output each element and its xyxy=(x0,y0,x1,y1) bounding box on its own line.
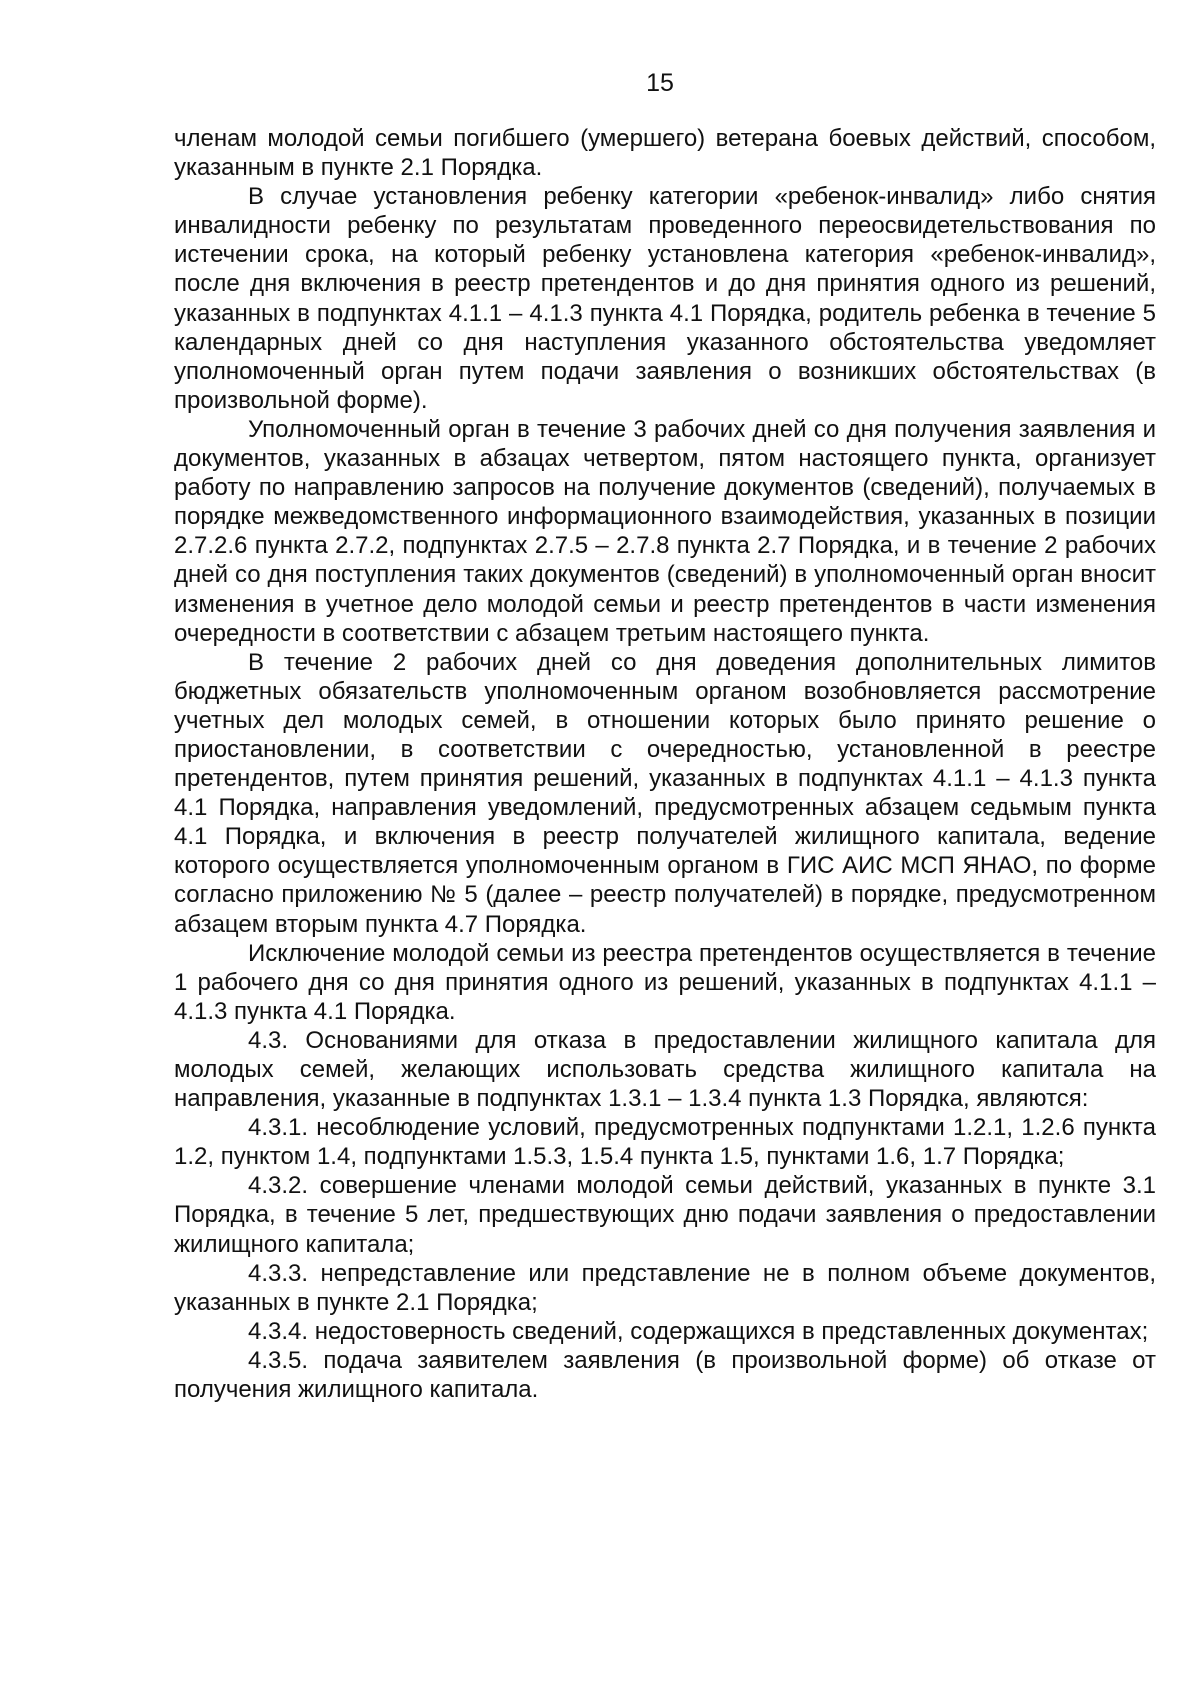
paragraph-exclusion-from-registry: Исключение молодой семьи из реестра претендентов осуществляется в течение 1 рабочего дня со дня принятия одного из решений, указанных в подпунктах 4.1.1 – 4.1.3 пункта 4.1 Порядка. xyxy=(174,939,1156,1025)
clause-4-3: 4.3. Основаниями для отказа в предоставлении жилищного капитала для молодых семей, желающих использовать средства жилищного капитала на направления, указанные в подпунктах 1.3.1 – 1.3.4 пункта 1.3 Порядка, являются: xyxy=(174,1026,1156,1113)
clause-4-3-4: 4.3.4. недостоверность сведений, содержащихся в представленных документах; xyxy=(248,1317,1149,1345)
paragraph-disability-status-change: В случае установления ребенку категории «ребенок-инвалид» либо снятия инвалидности ребенку по результатам проведенного переосвидетельствования по истечении срока, на который ребенку установлена категория «ребенок-инвалид», после дня включения в реестр претендентов и до дня принятия одного из решений, указанных в подпунктах 4.1.1 – 4.1.3 пункта 4.1 Порядка, родитель ребенка в течение 5 календарных дней со дня наступления указанного обстоятельства уведомляет уполномоченный орган путем подачи заявления о возникших обстоятельствах (в произвольной форме). xyxy=(174,183,1156,414)
page-number: 15 xyxy=(646,69,674,97)
paragraph-authorized-body-requests: Уполномоченный орган в течение 3 рабочих дней со дня получения заявления и документов, указанных в абзацах четвертом, пятом настоящего пункта, организует работу по направлению запросов на получение документов (сведений), получаемых в порядке межведомственного информационного взаимодействия, указанных в позиции 2.7.2.6 пункта 2.7.2, подпунктах 2.7.5 – 2.7.8 пункта 2.7 Порядка, и в течение 2 рабочих дней со дня поступления таких документов (сведений) в уполномоченный орган вносит изменения в учетное дело молодой семьи и реестр претендентов в части изменения очередности в соответствии с абзацем третьим настоящего пункта. xyxy=(174,415,1156,647)
document-body xyxy=(174,124,1156,1404)
clause-4-3-3: 4.3.3. непредставление или представление не в полном объеме документов, указанных в пункте 2.1 Порядка; xyxy=(174,1259,1156,1316)
paragraph-additional-limits: В течение 2 рабочих дней со дня доведения дополнительных лимитов бюджетных обязательств уполномоченным органом возобновляется рассмотрение учетных дел молодых семей, в отношении которых было принято решение о приостановлении, в соответствии с очередностью, установленной в реестре претендентов, путем принятия решений, указанных в подпунктах 4.1.1 – 4.1.3 пункта 4.1 Порядка, направления уведомлений, предусмотренных абзацем седьмым пункта 4.1 Порядка, и включения в реестр получателей жилищного капитала, ведение которого осуществляется уполномоченным органом в ГИС АИС МСП ЯНАО, по форме согласно приложению № 5 (далее – реестр получателей) в порядке, предусмотренном абзацем вторым пункта 4.7 Порядка. xyxy=(174,648,1156,938)
clause-4-3-5: 4.3.5. подача заявителем заявления (в произвольной форме) об отказе от получения жилищного капитала. xyxy=(174,1346,1156,1404)
clause-4-3-1: 4.3.1. несоблюдение условий, предусмотренных подпунктами 1.2.1, 1.2.6 пункта 1.2, пунктом 1.4, подпунктами 1.5.3, 1.5.4 пункта 1.5, пунктами 1.6, 1.7 Порядка; xyxy=(174,1114,1156,1171)
clause-4-3-2: 4.3.2. совершение членами молодой семьи действий, указанных в пункте 3.1 Порядка, в течение 5 лет, предшествующих дню подачи заявления о предоставлении жилищного капитала; xyxy=(174,1172,1156,1258)
paragraph-continuation: членам молодой семьи погибшего (умершего) ветерана боевых действий, способом, указанным в пункте 2.1 Порядка. xyxy=(174,125,1156,182)
